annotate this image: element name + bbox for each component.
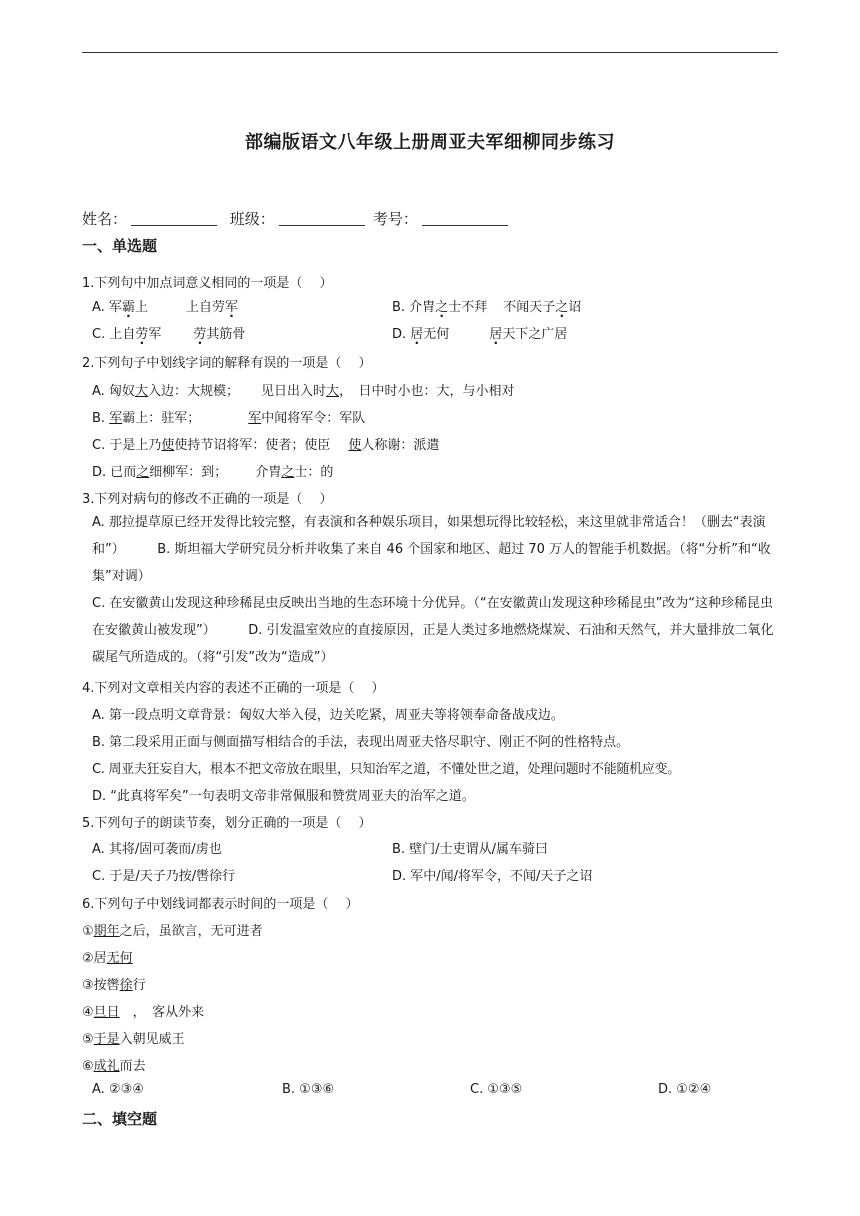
q3-options-cd: C. 在安徽黄山发现这种珍稀昆虫反映出当地的生态环境十分优异。（“在安徽黄山发现这种珍稀昆虫”改为“这种珍稀昆虫在安徽黄山被发现”） D. 引发温室效应的直接原因，正是人类过多地燃烧煤炭、石油和天然气，并大量排放二氧化碳尾气所造成的。（将“引发”改为“造成”） bbox=[92, 596, 774, 665]
q6-item-1: ①期年之后，虽欲言，无可进者 bbox=[82, 924, 263, 939]
q5-option-b: B. 壁门/士吏谓从/属车骑曰 bbox=[392, 842, 548, 857]
q4-option-d: D. “此真将军矣”一句表明文帝非常佩服和赞赏周亚夫的治军之道。 bbox=[92, 789, 475, 804]
q2-option-a: A. 匈奴大入边：大规模； 见日出入时大， 日中时小也：大，与小相对 bbox=[92, 384, 515, 399]
q5-option-c: C. 于是/天子乃按/辔徐行 bbox=[92, 869, 236, 884]
q2-option-c: C. 于是上乃使使持节诏将军：使者；使臣 使人称谢：派遣 bbox=[92, 438, 440, 453]
q4-option-a: A. 第一段点明文章背景：匈奴大举入侵，边关吃紧，周亚夫等将领奉命备战戍边。 bbox=[92, 708, 564, 723]
section-heading-fill-in: 二、填空题 bbox=[82, 1110, 158, 1128]
page-title: 部编版语文八年级上册周亚夫军细柳同步练习 bbox=[245, 132, 615, 153]
student-info bbox=[82, 208, 516, 229]
section-heading-single-choice: 一、单选题 bbox=[82, 237, 158, 255]
q4-option-c: C. 周亚夫狂妄自大，根本不把文帝放在眼里，只知治军之道，不懂处世之道，处理问题时不能随机应变。 bbox=[92, 762, 680, 777]
question-6-stem: 6.下列句子中划线词都表示时间的一项是（ ） bbox=[82, 897, 359, 912]
question-3-stem: 3.下列对病句的修改不正确的一项是（ ） bbox=[82, 492, 333, 507]
q1-option-c: C. 上自劳军 劳其筋骨 bbox=[92, 327, 246, 342]
q6-item-6: ⑥成礼而去 bbox=[82, 1059, 146, 1074]
question-2-stem: 2.下列句子中划线字词的解释有误的一项是（ ） bbox=[82, 356, 372, 371]
question-1-stem: 1.下列句中加点词意义相同的一项是（ ） bbox=[82, 276, 333, 291]
q6-item-3: ③按辔徐行 bbox=[82, 978, 146, 993]
q6-option-c: C. ①③⑤ bbox=[470, 1082, 523, 1097]
q5-option-a: A. 其将/固可袭而/虏也 bbox=[92, 842, 222, 857]
question-4-stem: 4.下列对文章相关内容的表述不正确的一项是（ ） bbox=[82, 681, 385, 696]
q6-item-4: ④旦日 ， 客从外来 bbox=[82, 1005, 205, 1020]
name-label: 姓名： bbox=[82, 210, 128, 228]
q4-option-b: B. 第二段采用正面与侧面描写相结合的手法，表现出周亚夫恪尽职守、刚正不阿的性格特点。 bbox=[92, 735, 630, 750]
name-field[interactable] bbox=[131, 210, 217, 226]
exam-field[interactable] bbox=[422, 210, 508, 226]
q5-option-d: D. 军中/闻/将军令，不闻/天子之诏 bbox=[392, 869, 593, 884]
q6-option-b: B. ①③⑥ bbox=[282, 1082, 335, 1097]
q1-option-a: A. 军霸上 上自劳军 bbox=[92, 300, 238, 315]
class-label: 班级： bbox=[229, 210, 275, 228]
q6-item-2: ②居无何 bbox=[82, 951, 133, 966]
q2-option-b: B. 军霸上：驻军； 军中闻将军令：军队 bbox=[92, 411, 366, 426]
q3-options-ab: A. 那拉提草原已经开发得比较完整，有表演和各种娱乐项目，如果想玩得比较轻松，来这里就非常适合！（删去“表演和”） B. 斯坦福大学研究员分析并收集了来自 46 个国家和地区、超过 70 万人的智能手机数据。（将“分析”和“收集”对调） bbox=[92, 515, 771, 584]
header-rule bbox=[82, 52, 778, 53]
q6-item-5: ⑤于是入朝见威王 bbox=[82, 1032, 185, 1047]
q6-option-d: D. ①②④ bbox=[658, 1082, 712, 1097]
q2-option-d: D. 已而之细柳军：到； 介胄之士：的 bbox=[92, 465, 334, 480]
exam-label: 考号： bbox=[372, 210, 418, 228]
question-5-stem: 5.下列句子的朗读节奏，划分正确的一项是（ ） bbox=[82, 816, 372, 831]
q1-option-d: D. 居无何 居天下之广居 bbox=[392, 327, 568, 342]
q1-option-b: B. 介胄之士不拜 不闻天子之诏 bbox=[392, 300, 582, 315]
q6-option-a: A. ②③④ bbox=[92, 1082, 144, 1097]
class-field[interactable] bbox=[279, 210, 365, 226]
